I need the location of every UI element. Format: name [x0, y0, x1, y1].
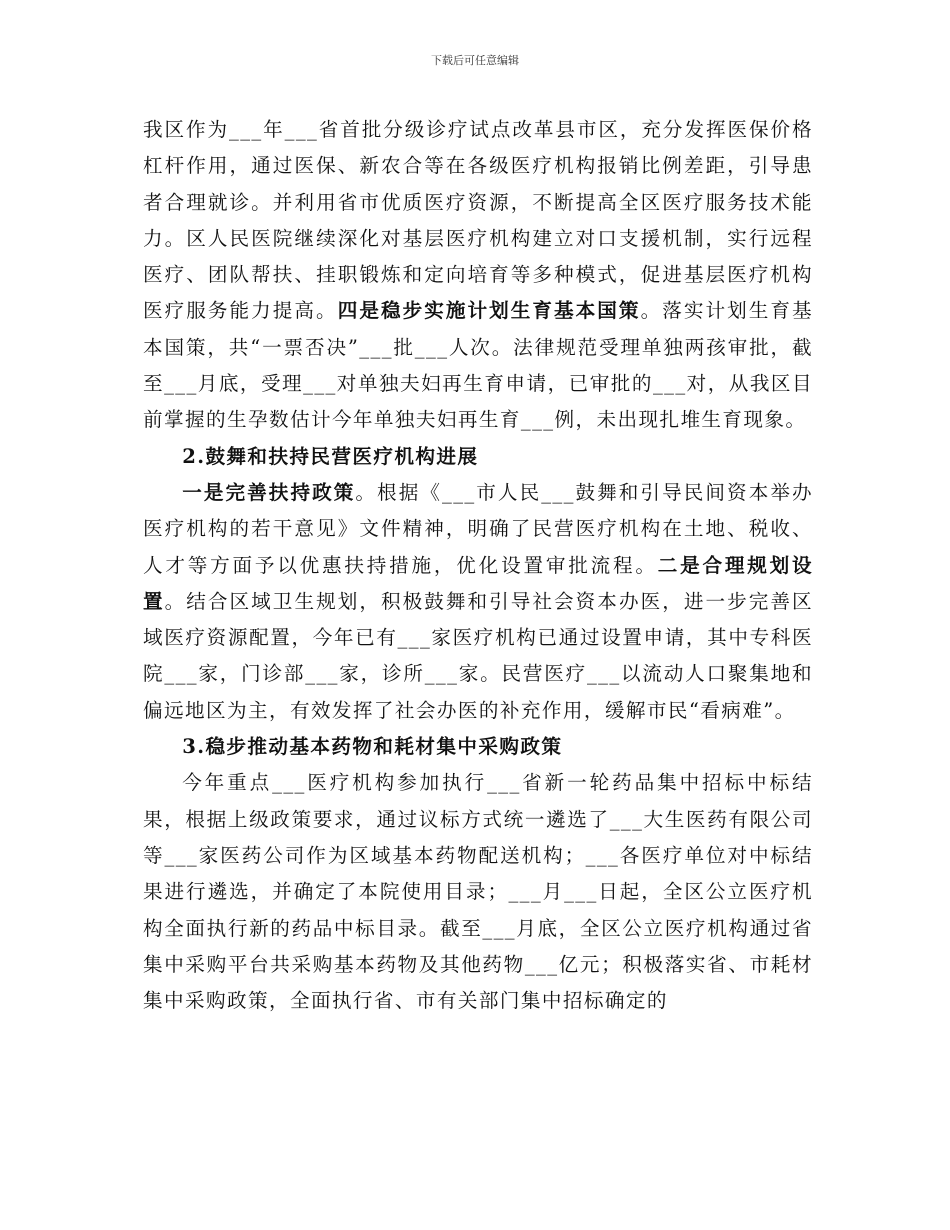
paragraph-1-text-1: 我区作为___年___省首批分级诊疗试点改革县市区，充分发挥医保价格杠杆作用，通过医保、新农合等在各级医疗机构报销比例差距，引导患者合理就诊。并利用省市优质医疗资源，不断提高全区医疗服务技术能力。区人民医院继续深化对基层医疗机构建立对口支援机制，实行远程医疗、团队帮扶、挂职锻炼和定向培育等多种模式，促进基层医疗机构医疗服务能力提高。 [143, 118, 813, 323]
paragraph-2-bold-2: 二是合理规划设置 [143, 553, 813, 613]
document-body [143, 112, 813, 1019]
paragraph-1-text-2: 。落实计划生育基本国策，共“一票否决”___批___人次。法律规范受理单独两孩审批，截至___月底，受理___对单独夫妇再生育申请，已审批的___对，从我区目前掌握的生孕数估计今年单独夫妇再生育___例，未出现扎堆生育现象。 [143, 299, 813, 432]
paragraph-2-text-2: 。结合区域卫生规划，积极鼓舞和引导社会资本办医，进一步完善区域医疗资源配置，今年已有___家医疗机构已通过设置申请，其中专科医院___家，门诊部___家，诊所___家。民营医疗___以流动人口聚集地和偏远地区为主，有效发挥了社会办医的补充作用，缓解市民“看病难”。 [143, 589, 813, 722]
paragraph-2-bold-1: 一是完善扶持政策 [182, 480, 356, 504]
page-header: 下载后可任意编辑 [431, 54, 519, 67]
paragraph-2 [143, 475, 813, 729]
paragraph-3-text-1: 今年重点___医疗机构参加执行___省新一轮药品集中招标中标结果，根据上级政策要求，通过议标方式统一遴选了___大生医药有限公司等___家医药公司作为区域基本药物配送机构；___各医疗单位对中标结果进行遴选，并确定了本院使用目录；___月___日起，全区公立医疗机构全面执行新的药品中标目录。截至___月底，全区公立医疗机构通过省集中采购平台共采购基本药物及其他药物___亿元；积极落实省、市耗材集中采购政策，全面执行省、市有关部门集中招标确定的 [143, 771, 813, 1013]
paragraph-3 [143, 765, 813, 1019]
section-heading-3: 3.稳步推动基本药物和耗材集中采购政策 [182, 735, 563, 759]
paragraph-1-bold-1: 四是稳步实施计划生育基本国策 [337, 299, 641, 323]
paragraph-2-text-1: 。根据《___市人民___鼓舞和引导民间资本举办医疗机构的若干意见》文件精神，明确了民营医疗机构在土地、税收、人才等方面予以优惠扶持措施，优化设置审批流程。 [143, 480, 813, 577]
paragraph-1 [143, 112, 813, 439]
section-heading-2: 2.鼓舞和扶持民营医疗机构进展 [182, 444, 479, 468]
